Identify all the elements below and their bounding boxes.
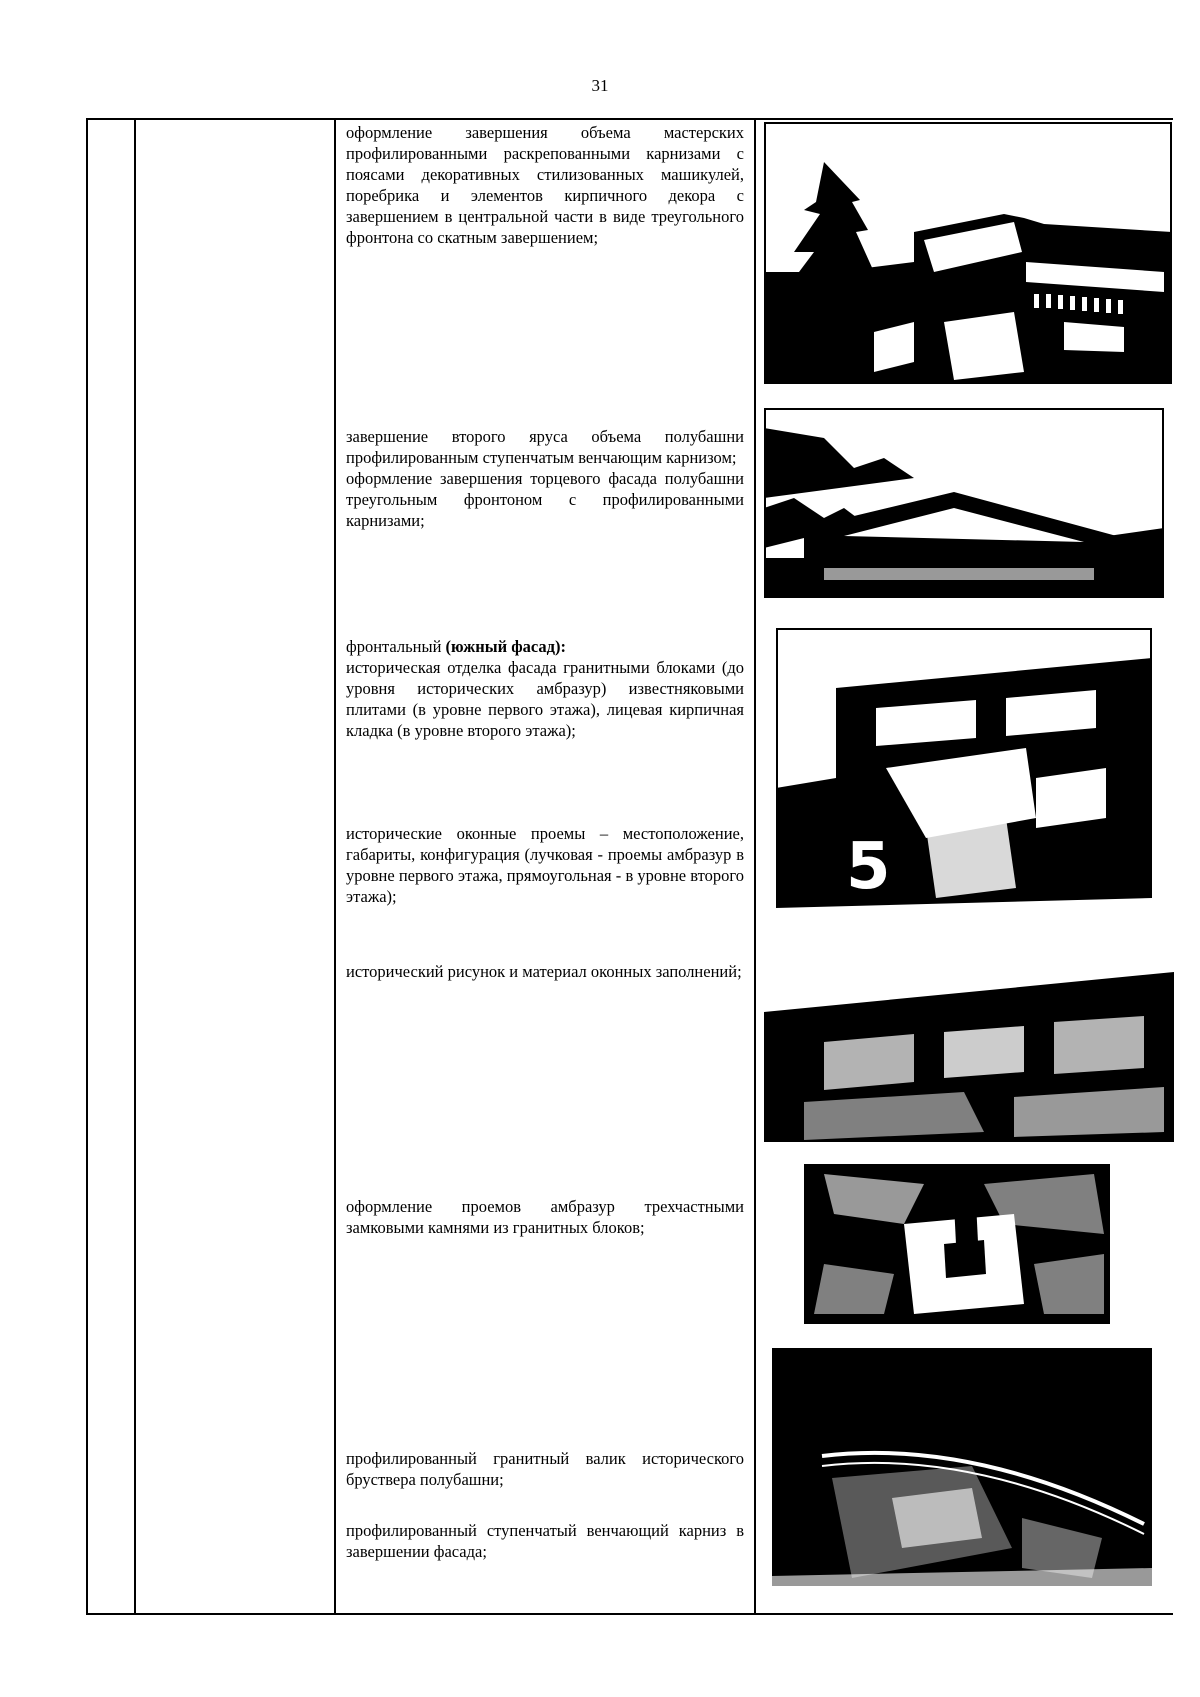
photo-cornice	[764, 122, 1172, 384]
photo-windows	[764, 972, 1174, 1142]
text-block-window-openings: исторические оконные проемы – местоположение, габариты, конфигурация (лучковая - проемы амбразур в уровне первого этажа, прямоугольная - в уровне второго этажа);	[346, 824, 744, 906]
photo-south-facade	[776, 628, 1152, 938]
text-block-cornice: оформление завершения объема мастерских профилированными раскрепованными карнизами с поясами декоративных стилизованных машикулей, поребрика и элементов кирпичного декора с завершением в центральной части в виде треугольного фронтона со скатным завершением;	[346, 123, 744, 247]
text-block-crowning-cornice: профилированный ступенчатый венчающий карниз в завершении фасада;	[346, 1521, 744, 1561]
text-block-keystones: оформление проемов амбразур трехчастными замковыми камнями из гранитных блоков;	[346, 1197, 744, 1237]
facade-heading-plain: фронтальный	[346, 637, 442, 656]
facade-sign-number: 5	[846, 830, 891, 904]
table-divider-col3	[754, 118, 756, 1615]
text-block-south-facade: фронтальный (южный фасад): историческая отделка фасада гранитными блоками (до уровня исторических амбразур) известняковыми плитами (в уровне первого этажа), лицевая кирпичная кладка (в уровне второго этажа);	[346, 637, 744, 740]
text-block-tower-cornice: завершение второго яруса объема полубашни профилированным ступенчатым венчающим карнизом; оформление завершения торцевого фасада полубашни треугольным фронтоном с профилированными карнизами;	[346, 427, 744, 530]
photo-embrasure-keystone	[804, 1164, 1110, 1324]
facade-heading-bold: (южный фасад):	[445, 637, 567, 656]
text-block-window-fillings: исторический рисунок и материал оконных заполнений;	[346, 962, 742, 981]
table-divider-col1	[134, 118, 136, 1615]
table-divider-col2	[334, 118, 336, 1615]
table-border-left	[86, 118, 88, 1615]
text-block-parapet-roll: профилированный гранитный валик исторического бруствера полубашни;	[346, 1449, 744, 1489]
photo-parapet-roll	[772, 1348, 1152, 1586]
page-number: 31	[591, 76, 609, 95]
photo-pediment	[764, 408, 1164, 598]
